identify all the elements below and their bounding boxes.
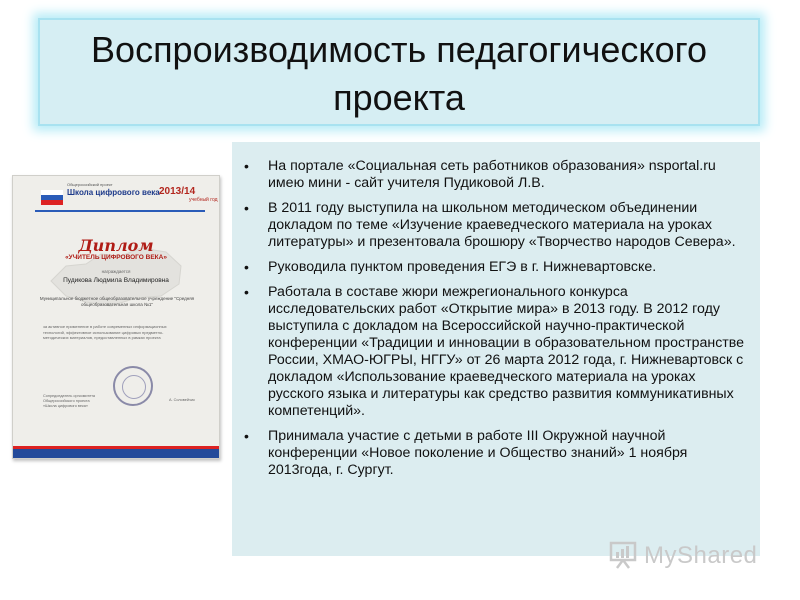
russia-flag-icon (41, 190, 63, 205)
list-item (244, 200, 750, 251)
diploma-divider (35, 210, 205, 212)
list-item-text: На портале «Социальная сеть работников образования» nsportal.ru имею мини - сайт учителя Пудиковой Л.В. (268, 158, 716, 191)
bullet-icon: • (244, 284, 249, 300)
diploma-org: Общероссийский проект (67, 182, 113, 187)
diploma-recipient: Пудикова Людмила Владимировна (63, 277, 169, 284)
diploma-subtitle: «УЧИТЕЛЬ ЦИФРОВОГО ВЕКА» (65, 254, 167, 261)
watermark-text: MyShared (644, 542, 758, 569)
diploma-sign-right: А. Соловейчик (169, 398, 195, 402)
slide-title-line1: Воспроизводимость педагогического (91, 29, 707, 70)
list-item-text: Руководила пунктом проведения ЕГЭ в г. Нижневартовске. (268, 259, 657, 275)
bullet-icon: • (244, 428, 249, 444)
bullet-icon: • (244, 200, 249, 216)
diploma-school: Школа цифрового века (67, 188, 160, 197)
list-item-text: В 2011 году выступила на школьном методическом объединении докладом по теме «Изучение краеведческого материала на уроках литературы» и презентовала брошюру «Творчество народов Севера». (268, 200, 736, 250)
diploma-image (12, 175, 220, 459)
diploma-year-sub: учебный год (189, 197, 218, 203)
diploma-school-line: Муниципальное бюджетное общеобразовательное учреждение "Средняя общеобразовательная школа №1" (39, 296, 195, 307)
bullet-icon: • (244, 259, 249, 275)
slide-title-box (38, 18, 760, 126)
slide-content-box (232, 142, 760, 556)
bullet-icon: • (244, 158, 249, 174)
list-item (244, 428, 750, 479)
presentation-board-icon (608, 540, 638, 570)
diploma-sign-left: Сопредседатель оргкомитета Общероссийского проекта «Школа цифрового века» (43, 394, 96, 408)
list-item-text: Работала в составе жюри межрегионального конкурса исследовательских работ «Открытие мира» в 2013 году. В 2012 году выступила с докладом на Всероссийской научно-практической конференции «Традиции и инновации в образовательном пространстве России, ХМАО-ЮГРЫ, НГГУ» от 26 марта 2012 года, г. Нижневартовск с докладом «Использование краеведческого материала на уроках русского языка и литературы как средство развития коммуникативных компетенций». (268, 284, 745, 419)
diploma-year: 2013/14 (159, 186, 196, 197)
diploma-awarded: награждается (101, 269, 131, 274)
list-item (244, 158, 750, 192)
list-item (244, 284, 750, 420)
diploma-seal (113, 366, 153, 406)
diploma-title: Диплом (78, 236, 154, 255)
list-item-text: Принимала участие с детьми в работе III Окружной научной конференции «Новое поколение и Общество знаний» 1 ноября 2013года, г. Сургут. (268, 428, 688, 478)
list-item (244, 259, 750, 276)
diploma-text: за активное применение в работе современных информационных технологий, эффективное использование цифровых предметно-методических материалов, предоставленных в рамках проекта (43, 324, 167, 340)
slide-title-line2: проекта (333, 77, 465, 118)
bullet-list (232, 142, 760, 479)
diploma-footer (13, 446, 219, 458)
